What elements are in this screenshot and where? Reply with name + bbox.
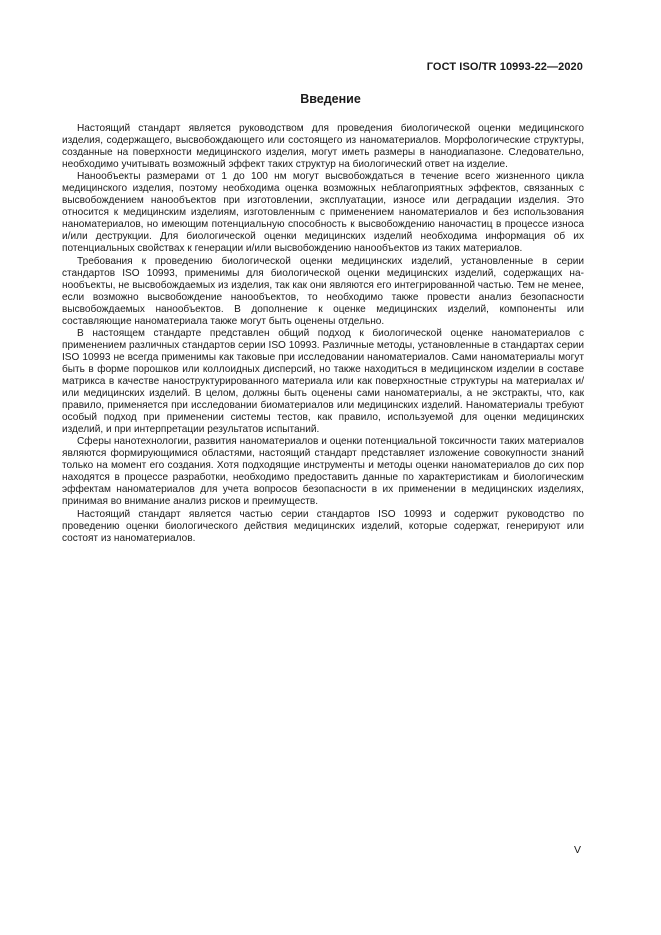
paragraph: Требования к проведению биологической оценки медицинских изделий, установленные в серии стандартов ISO 10993, применимы для биологической оценки медицинских изделий, содержащих нанообъекты, не высвобождаемых из изделия, так как они являются его интегрированной частью. Тем не менее, если возможно высвобождение нанообъектов, то необходимо также провести анализ безопасности высвобождаемых нанообъектов. В дополнение к оценке медицинских изделий, компоненты или составляющие наноматериала также могут быть оценены отдельно. bbox=[62, 255, 584, 327]
paragraph: Настоящий стандарт является частью серии стандартов ISO 10993 и содержит руководство по проведению оценки биологического действия медицинских изделий, которые содержат, генерируют или состоят из наноматериалов. bbox=[62, 508, 584, 544]
paragraph: Настоящий стандарт является руководством для проведения биологической оценки медицинского изделия, содержащего, высвобождающего или состоящего из наноматериалов. Морфологические структуры, созданные на поверхности медицинского изделия, могут иметь размеры в нанодиапазоне. Следовательно, необходимо учитывать возможный эффект таких структур на биологический ответ на изделие. bbox=[62, 123, 584, 171]
document-code: ГОСТ ISO/TR 10993-22—2020 bbox=[426, 61, 583, 73]
body-text bbox=[62, 123, 584, 545]
paragraph: Нанообъекты размерами от 1 до 100 нм могут высвобождаться в течение всего жизненного цикла медицинского изделия, поэтому необходима оценка возможных неблагоприятных эффектов, связанных с высвобождением нанообъектов при изготовлении, эксплуатации, износе или деградации изделия. Это относится к медицинским изделиям, изготовленным с применением наноматериалов и без использования наноматериалов, но имеющим потенциальную способность к высвобождению наночастиц в процессе износа и/или деструкции. Для биологической оценки медицинских изделий необходима информация об их потенциальных свойствах к генерации и/или высвобождению нанообъектов из таких материалов. bbox=[62, 171, 584, 255]
paragraph: Сферы нанотехнологии, развития наноматериалов и оценки потенциальной токсичности таких материалов являются формирующимися областями, настоящий стандарт представляет изложение совокупности знаний только на момент его создания. Хотя подходящие инструменты и методы оценки наноматериалов до сих пор находятся в процессе разработки, необходимо предоставить данные по характеристикам и биологическим эффектам наноматериалов для учета вопросов безопасности в их применении в медицинских изделиях, принимая во внимание анализ рисков и преимуществ. bbox=[62, 436, 584, 508]
section-title: Введение bbox=[300, 92, 361, 106]
page-number: V bbox=[573, 844, 581, 856]
paragraph: В настоящем стандарте представлен общий подход к биологической оценке наноматериалов с применением различных стандартов серии ISO 10993. Различные методы, установленные в стандартах серии ISO 10993 не всегда применимы как таковые при исследовании наноматериалов. Сами наноматериалы могут быть в форме порошков или коллоидных дисперсий, но также находиться в медицинском изделии в составе матрикса в качестве наноструктурированного материала или как поверхностные структуры на материалах и/или медицинских изделий. В целом, должны быть оценены сами наноматериалы, а не экстракты, что, как правило, применяется при исследовании биоматериалов или медицинских изделий. Наноматериалы требуют особый подход при применении системы тестов, как правило, используемой для оценки медицинских изделий, и при интерпретации результатов испытаний. bbox=[62, 327, 584, 436]
